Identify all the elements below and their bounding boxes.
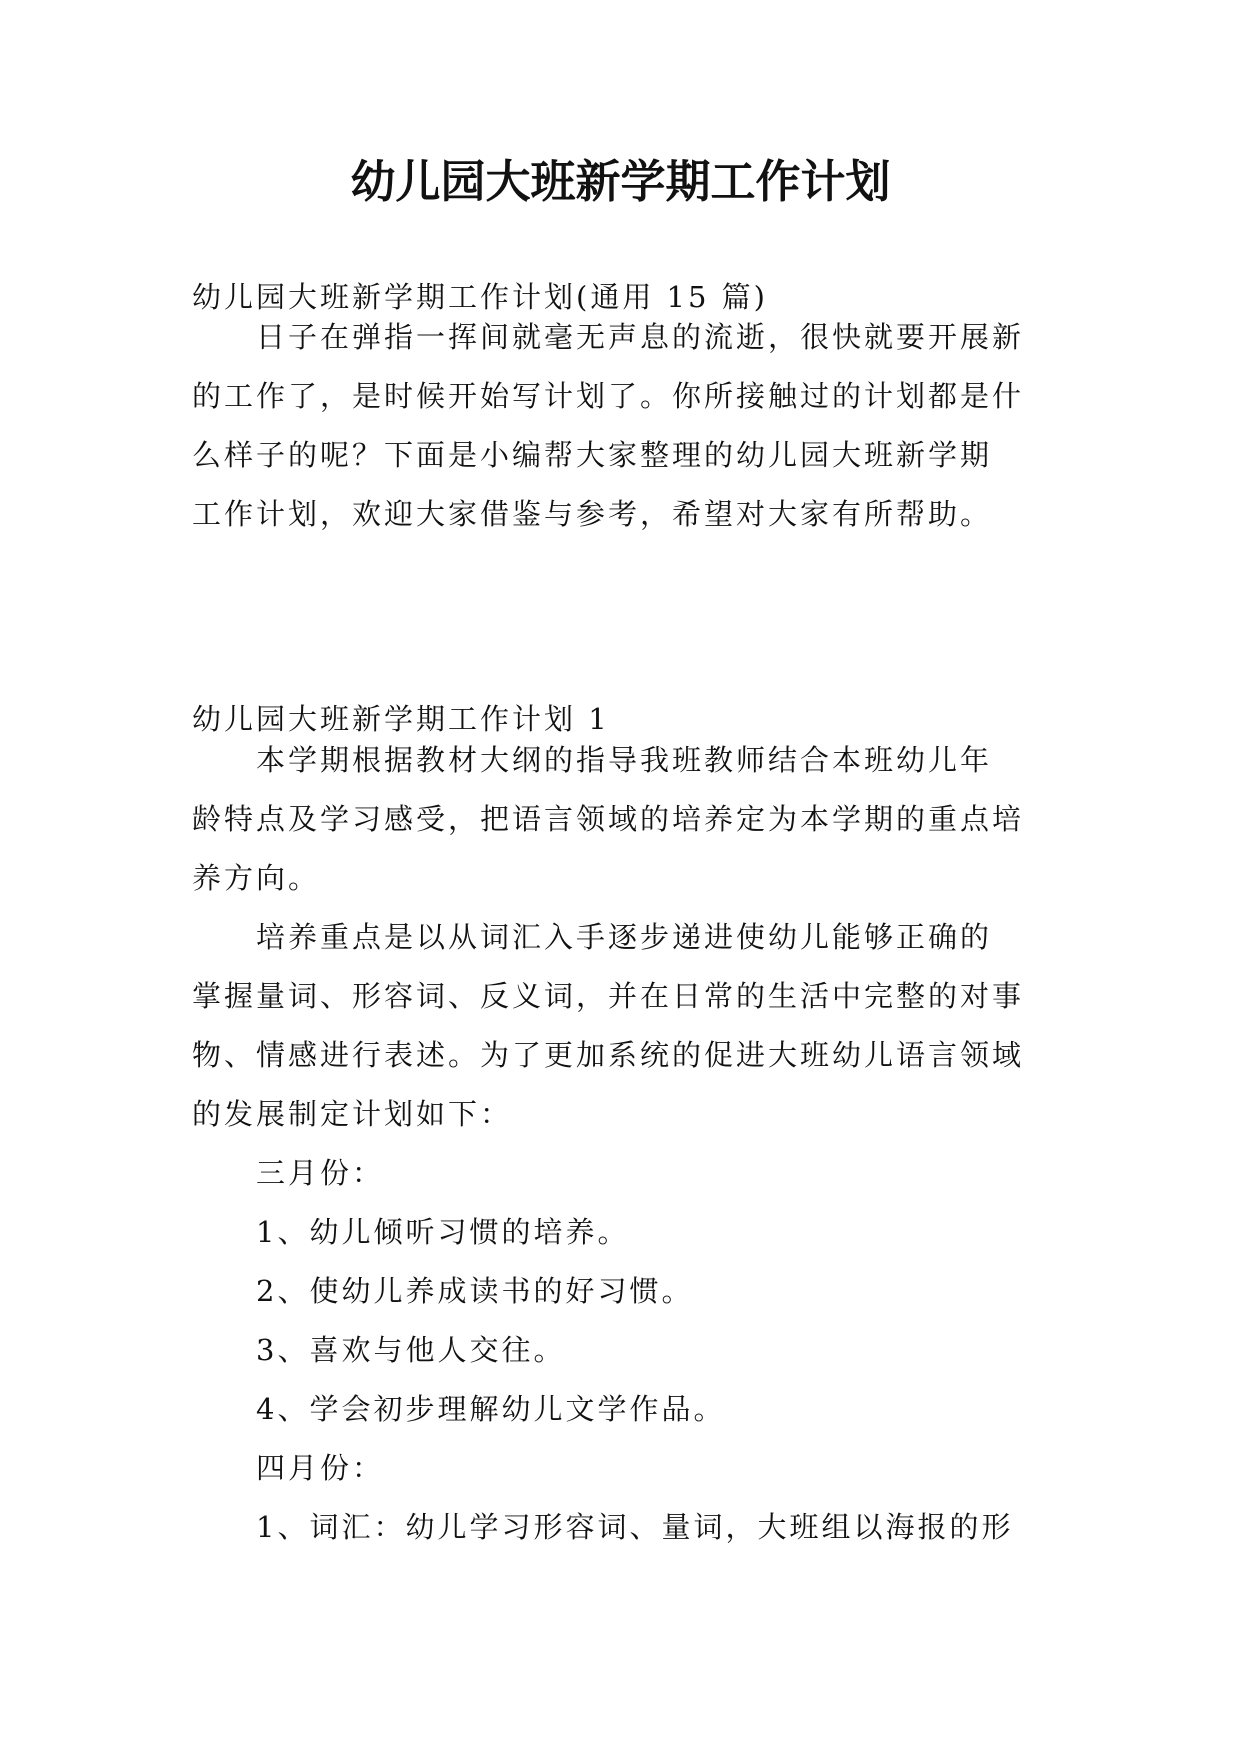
intro-line: 的工作了，是时候开始写计划了。你所接触过的计划都是什: [192, 379, 1025, 413]
list-item: 2、使幼儿养成读书的好习惯。: [256, 1274, 694, 1308]
paragraph-line: 物、情感进行表述。为了更加系统的促进大班幼儿语言领域: [192, 1038, 1025, 1072]
list-item: 1、幼儿倾听习惯的培养。: [256, 1215, 630, 1249]
month-heading: 三月份：: [256, 1156, 385, 1190]
month-heading: 四月份：: [256, 1451, 385, 1485]
subtitle-line: 幼儿园大班新学期工作计划(通用 15 篇): [192, 280, 768, 314]
list-item: 1、词汇：幼儿学习形容词、量词，大班组以海报的形: [256, 1510, 1014, 1544]
paragraph-line: 的发展制定计划如下：: [192, 1097, 513, 1131]
intro-line: 日子在弹指一挥间就毫无声息的流逝，很快就要开展新: [256, 320, 1025, 354]
list-item: 4、学会初步理解幼儿文学作品。: [256, 1392, 726, 1426]
section-paragraph-2: [192, 908, 1058, 1144]
paragraph-line: 本学期根据教材大纲的指导我班教师结合本班幼儿年: [256, 743, 993, 777]
intro-paragraph: [192, 308, 1058, 544]
intro-line: 工作计划，欢迎大家借鉴与参考，希望对大家有所帮助。: [192, 497, 993, 531]
document-title: 幼儿园大班新学期工作计划: [350, 155, 891, 208]
paragraph-line: 龄特点及学习感受，把语言领域的培养定为本学期的重点培: [192, 802, 1025, 836]
march-section: [192, 1144, 1058, 1557]
intro-line: 么样子的呢？下面是小编帮大家整理的幼儿园大班新学期: [192, 438, 993, 472]
paragraph-line: 培养重点是以从词汇入手逐步递进使幼儿能够正确的: [256, 920, 993, 954]
paragraph-line: 养方向。: [192, 861, 321, 895]
paragraph-line: 掌握量词、形容词、反义词，并在日常的生活中完整的对事: [192, 979, 1025, 1013]
list-item: 3、喜欢与他人交往。: [256, 1333, 566, 1367]
section-paragraph-1: [192, 731, 1058, 908]
section-heading-line: 幼儿园大班新学期工作计划 1: [192, 702, 610, 736]
